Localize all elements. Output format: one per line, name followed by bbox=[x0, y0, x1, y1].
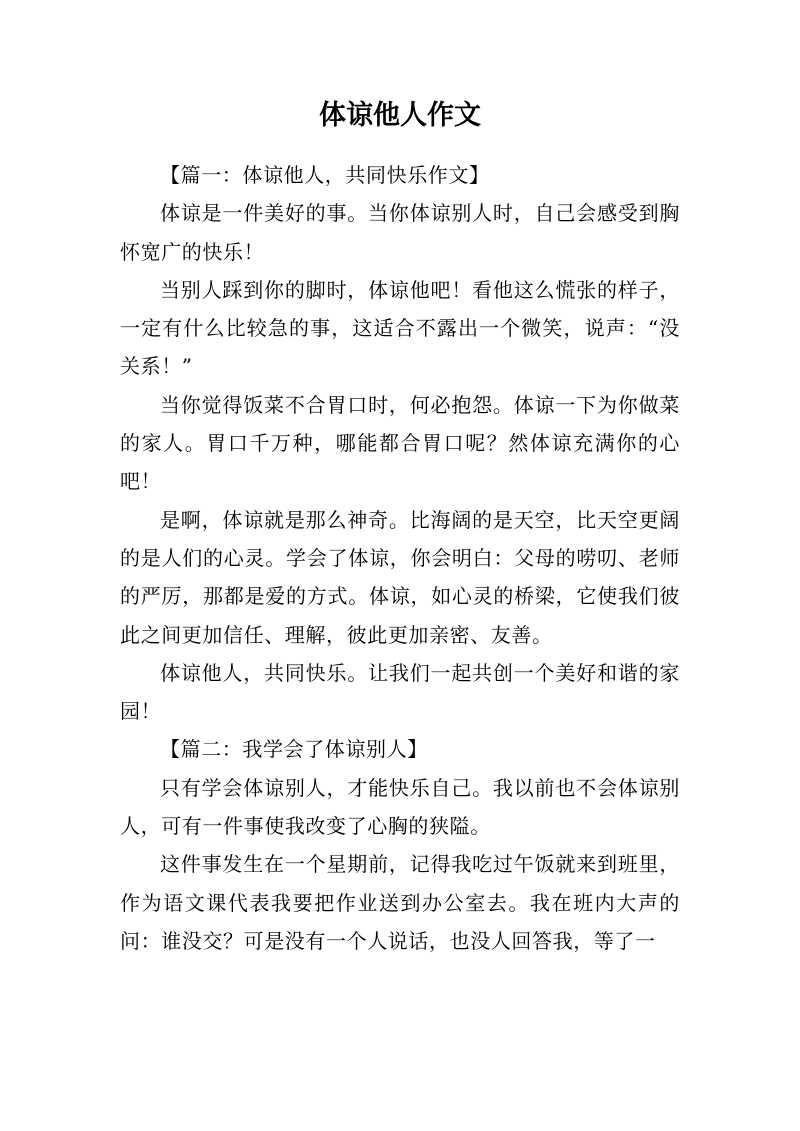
section-heading-1: 【篇一：体谅他人，共同快乐作文】 bbox=[160, 163, 490, 187]
document-title: 体谅他人作文 bbox=[319, 100, 481, 131]
paragraph: 是啊，体谅就是那么神奇。比海阔的是天空，比天空更阔的是人们的心灵。学会了体谅，你会明白：父母的唠叨、老师的严厉，那都是爱的方式。体谅，如心灵的桥梁，它使我们彼此之间更加信任、理解，彼此更加亲密、友善。 bbox=[120, 507, 680, 647]
document-body bbox=[120, 156, 680, 960]
paragraph: 这件事发生在一个星期前，记得我吃过午饭就来到班里，作为语文课代表我要把作业送到办公室去。我在班内大声的问：谁没交？可是没有一个人说话，也没人回答我，等了一 bbox=[120, 852, 680, 953]
section-heading-2: 【篇二：我学会了体谅别人】 bbox=[160, 737, 428, 762]
paragraph: 当别人踩到你的脚时，体谅他吧！看他这么慌张的样子，一定有什么比较急的事，这适合不露出一个微笑，说声：“没关系！” bbox=[120, 277, 680, 379]
paragraph: 体谅他人，共同快乐。让我们一起共创一个美好和谐的家园！ bbox=[120, 660, 680, 724]
paragraph: 当你觉得饭菜不合胃口时，何必抱怨。体谅一下为你做菜的家人。胃口千万种，哪能都合胃口呢？然体谅充满你的心吧！ bbox=[120, 392, 680, 494]
paragraph: 体谅是一件美好的事。当你体谅别人时，自己会感受到胸怀宽广的快乐！ bbox=[120, 201, 680, 264]
paragraph: 只有学会体谅别人，才能快乐自己。我以前也不会体谅别人，可有一件事使我改变了心胸的狭隘。 bbox=[120, 775, 680, 839]
